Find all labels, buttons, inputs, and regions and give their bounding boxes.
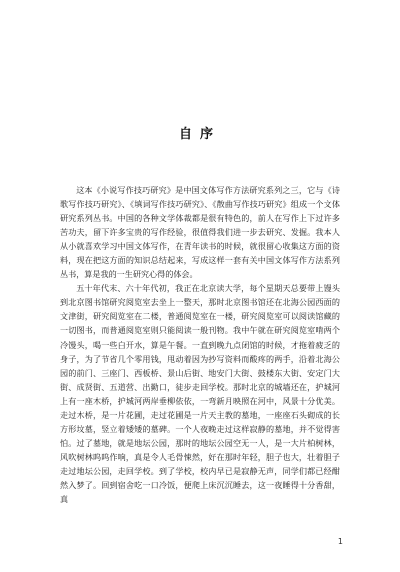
paragraph-1: 这本《小说写作技巧研究》是中国文体写作方法研究系列之三，它与《诗歌写作技巧研究》、《填词写作技巧研究》、《散曲写作技巧研究》组成一个文体研究系列丛书。中国的各种文学体裁都是很有特色的，前人在写作上下过许多苦功夫，留下许多宝贵的写作经验，很值得我们进一步去研究、发掘。我本人从小就喜欢学习中国文体写作，在青年读书的时候，就很留心收集这方面的资料，现在把这方面的知识总结起来，写成这样一套有关中国文体写作方法系列丛书，算是我的一生研究心得的体会。: [60, 185, 340, 280]
page-number: 1: [337, 537, 343, 546]
paragraph-2: 五十年代末、六十年代初，我正在北京读大学，每个星期天总要带上馒头到北京图书馆研究阅览室去坐上一整天，那时北京图书馆还在北海公园西面的文津街，研究阅览室在二楼，普通阅览室在一楼，研究阅览室可以阅读馆藏的一切图书，而普通阅览室则只能阅读一般刊物。我中午就在研究阅览室啃两个冷馒头，喝一些白开水，算是午餐。一直到晚九点闭馆的时候，才拖着疲乏的身子，为了节省几个零用钱，甩动着因为抄写资料而酸疼的两手，沿着北海公园的前门、三座门、西板桥、景山后街、地安门大街、鼓楼东大街、安定门大街、成贤街、五道营、出勤口，徒步走回学校。那时北京的城墙还在，护城河上有一座木桥，护城河两岸垂柳依依，一弯新月映照在河中，风景十分优美。走过木桥，是一片花圃，走过花圃是一片天主教的墓地，一座座石头砌成的长方形坟墓，竖立着矮矮的墓碑。一个人夜晚走过这样寂静的墓地，并不觉得害怕。过了墓地，就是地坛公园，那时的地坛公园空无一人，是一大片柏树林，风吹树林呜呜作响，真是令人毛骨悚然，好在那时年轻，胆子也大，壮着胆子走过地坛公园，走回学校。到了学校，校内早已是寂静无声，同学们都已经酣然入梦了。回到宿舍吃一口冷饭，便爬上床沉沉睡去，这一夜睡得十分香甜，真: [60, 283, 340, 505]
page-title: 自序: [178, 127, 221, 142]
body-text: [60, 183, 340, 506]
